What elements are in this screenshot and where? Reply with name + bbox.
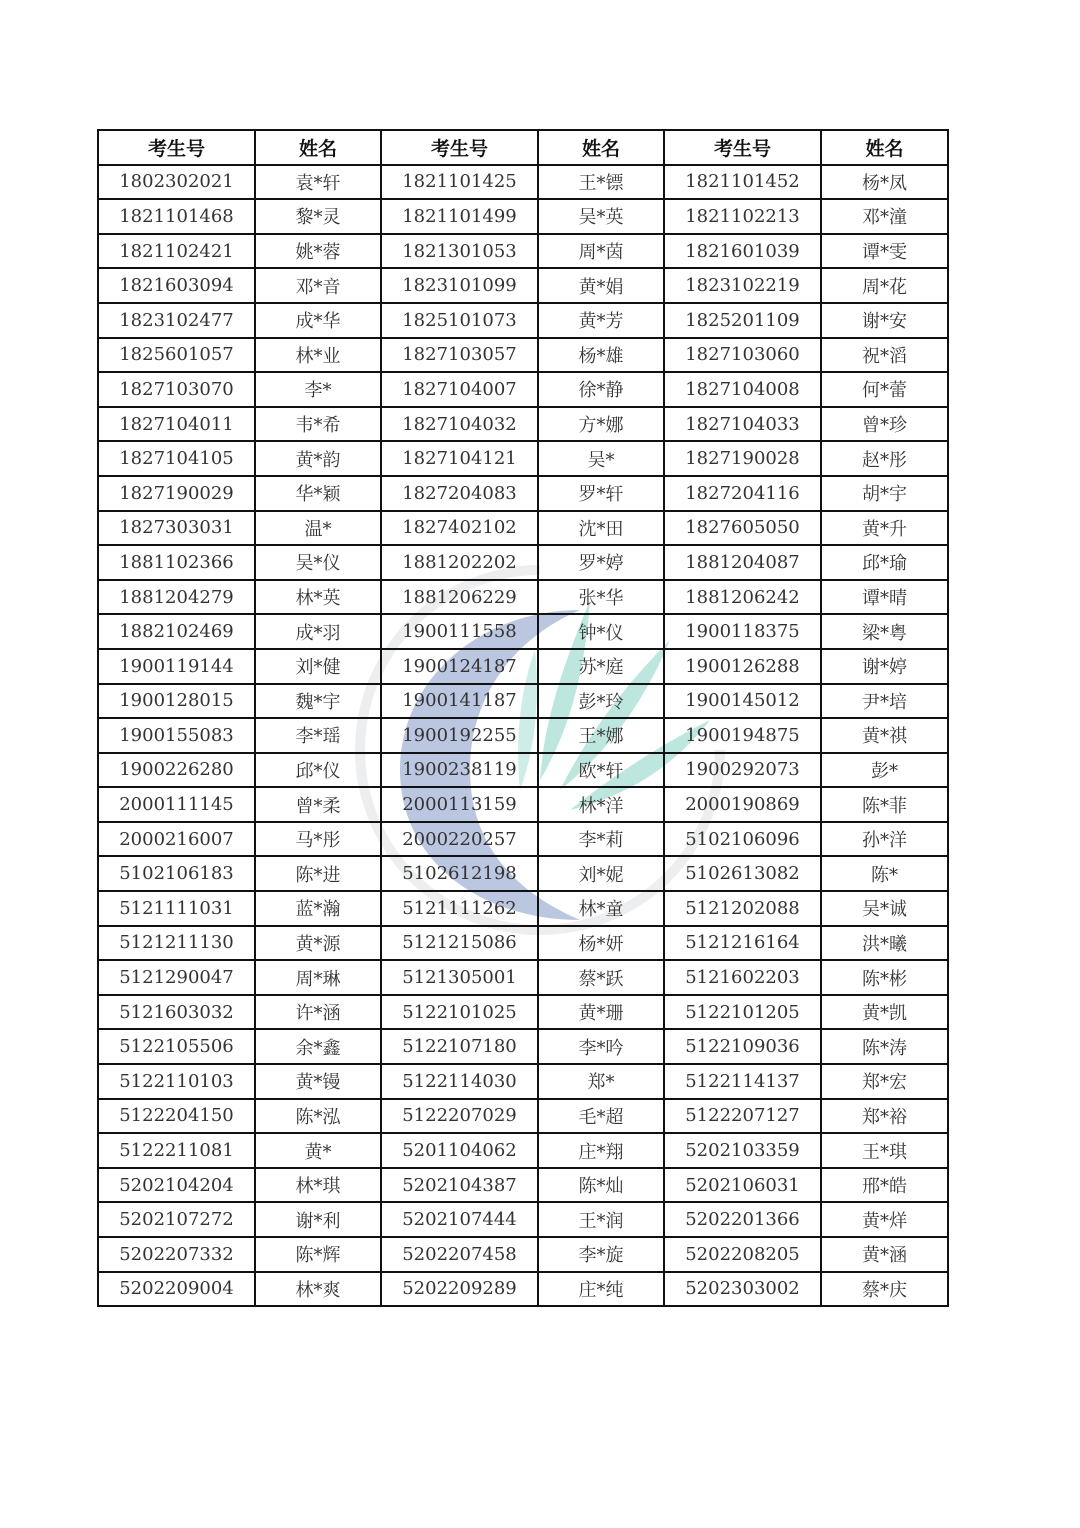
name-cell: 王*娜 [538, 718, 664, 753]
name-cell: 欧*轩 [538, 753, 664, 788]
name-cell: 王*镖 [538, 165, 664, 200]
candidate-number-cell: 1881102366 [98, 545, 255, 580]
table-row [98, 580, 948, 615]
name-cell: 祝*滔 [821, 338, 948, 373]
candidate-number-cell: 1900194875 [664, 718, 821, 753]
name-cell: 赵*彤 [821, 441, 948, 476]
name-cell: 邱*仪 [255, 753, 381, 788]
candidate-number-cell: 5122107180 [381, 1029, 538, 1064]
candidate-number-cell: 1827104033 [664, 407, 821, 442]
candidate-number-cell: 1827104008 [664, 372, 821, 407]
table-row [98, 856, 948, 891]
candidate-number-cell: 1827190029 [98, 476, 255, 511]
candidate-number-cell: 2000111145 [98, 787, 255, 822]
name-cell: 徐*静 [538, 372, 664, 407]
name-cell: 吴* [538, 441, 664, 476]
candidate-number-cell: 1821101425 [381, 165, 538, 200]
table-row [98, 1168, 948, 1203]
candidate-number-cell: 2000190869 [664, 787, 821, 822]
name-cell: 郑*宏 [821, 1064, 948, 1099]
candidate-number-cell: 1881206229 [381, 580, 538, 615]
table-row [98, 1272, 948, 1307]
table-row [98, 1064, 948, 1099]
name-cell: 黄*韵 [255, 441, 381, 476]
name-cell: 王*琪 [821, 1133, 948, 1168]
candidate-number-cell: 5202107272 [98, 1202, 255, 1237]
name-cell: 陈*辉 [255, 1237, 381, 1272]
table-row [98, 476, 948, 511]
candidate-number-cell: 1821601039 [664, 234, 821, 269]
header-candidate-number: 考生号 [664, 130, 821, 165]
name-cell: 李*莉 [538, 822, 664, 857]
candidate-number-cell: 5202106031 [664, 1168, 821, 1203]
table-row [98, 199, 948, 234]
candidate-number-cell: 1821301053 [381, 234, 538, 269]
candidate-number-cell: 1827605050 [664, 511, 821, 546]
table-row [98, 511, 948, 546]
candidate-number-cell: 5202208205 [664, 1237, 821, 1272]
candidate-number-cell: 5202209289 [381, 1272, 538, 1307]
table-row [98, 649, 948, 684]
name-cell: 杨*妍 [538, 926, 664, 961]
candidate-number-cell: 5121215086 [381, 926, 538, 961]
name-cell: 方*娜 [538, 407, 664, 442]
candidate-number-cell: 5121603032 [98, 995, 255, 1030]
name-cell: 何*蕾 [821, 372, 948, 407]
table-row [98, 372, 948, 407]
table-row [98, 753, 948, 788]
candidate-number-cell: 5122105506 [98, 1029, 255, 1064]
candidate-number-cell: 1825601057 [98, 338, 255, 373]
candidate-number-cell: 1900141187 [381, 684, 538, 719]
candidate-number-cell: 1900238119 [381, 753, 538, 788]
candidate-number-cell: 5122109036 [664, 1029, 821, 1064]
name-cell: 吴*诚 [821, 891, 948, 926]
name-cell: 杨*雄 [538, 338, 664, 373]
candidate-number-cell: 5102612198 [381, 856, 538, 891]
candidate-number-cell: 1827104011 [98, 407, 255, 442]
name-cell: 陈* [821, 856, 948, 891]
name-cell: 成*羽 [255, 614, 381, 649]
table-row [98, 926, 948, 961]
name-cell: 罗*婷 [538, 545, 664, 580]
name-cell: 毛*超 [538, 1099, 664, 1134]
admission-roster-table [97, 129, 949, 1307]
candidate-number-cell: 5122110103 [98, 1064, 255, 1099]
table-row [98, 1237, 948, 1272]
name-cell: 蔡*庆 [821, 1272, 948, 1307]
candidate-number-cell: 1881204087 [664, 545, 821, 580]
table-row [98, 268, 948, 303]
candidate-number-cell: 1821101452 [664, 165, 821, 200]
name-cell: 黄*祺 [821, 718, 948, 753]
name-cell: 谢*安 [821, 303, 948, 338]
table-row [98, 995, 948, 1030]
candidate-number-cell: 1900155083 [98, 718, 255, 753]
candidate-number-cell: 1900111558 [381, 614, 538, 649]
candidate-number-cell: 5121602203 [664, 960, 821, 995]
candidate-number-cell: 5122207127 [664, 1099, 821, 1134]
name-cell: 李*瑶 [255, 718, 381, 753]
candidate-number-cell: 1821603094 [98, 268, 255, 303]
table-row [98, 1133, 948, 1168]
name-cell: 吴*仪 [255, 545, 381, 580]
name-cell: 彭*玲 [538, 684, 664, 719]
candidate-number-cell: 1823102477 [98, 303, 255, 338]
table-row [98, 960, 948, 995]
name-cell: 林*爽 [255, 1272, 381, 1307]
name-cell: 余*鑫 [255, 1029, 381, 1064]
table-row [98, 891, 948, 926]
candidate-number-cell: 1821101468 [98, 199, 255, 234]
name-cell: 刘*妮 [538, 856, 664, 891]
candidate-number-cell: 2000113159 [381, 787, 538, 822]
candidate-number-cell: 1827103060 [664, 338, 821, 373]
name-cell: 林*业 [255, 338, 381, 373]
candidate-number-cell: 1881206242 [664, 580, 821, 615]
name-cell: 王*润 [538, 1202, 664, 1237]
candidate-number-cell: 1900119144 [98, 649, 255, 684]
table-row [98, 1099, 948, 1134]
name-cell: 曾*柔 [255, 787, 381, 822]
candidate-number-cell: 1900292073 [664, 753, 821, 788]
candidate-number-cell: 1827303031 [98, 511, 255, 546]
candidate-number-cell: 5121111262 [381, 891, 538, 926]
candidate-number-cell: 1827104121 [381, 441, 538, 476]
candidate-number-cell: 5202104204 [98, 1168, 255, 1203]
name-cell: 陈*泓 [255, 1099, 381, 1134]
name-cell: 林*洋 [538, 787, 664, 822]
candidate-number-cell: 5202207458 [381, 1237, 538, 1272]
candidate-number-cell: 1827103057 [381, 338, 538, 373]
name-cell: 钟*仪 [538, 614, 664, 649]
candidate-number-cell: 1825201109 [664, 303, 821, 338]
candidate-number-cell: 5122207029 [381, 1099, 538, 1134]
candidate-number-cell: 5102106096 [664, 822, 821, 857]
name-cell: 李*吟 [538, 1029, 664, 1064]
table-row [98, 338, 948, 373]
candidate-number-cell: 1827104007 [381, 372, 538, 407]
candidate-number-cell: 5102106183 [98, 856, 255, 891]
name-cell: 林*童 [538, 891, 664, 926]
header-name: 姓名 [538, 130, 664, 165]
name-cell: 谢*利 [255, 1202, 381, 1237]
name-cell: 周*花 [821, 268, 948, 303]
name-cell: 黄*芳 [538, 303, 664, 338]
name-cell: 庄*纯 [538, 1272, 664, 1307]
table-row [98, 1202, 948, 1237]
header-candidate-number: 考生号 [98, 130, 255, 165]
name-cell: 温* [255, 511, 381, 546]
name-cell: 陈*进 [255, 856, 381, 891]
name-cell: 黄*升 [821, 511, 948, 546]
name-cell: 林*英 [255, 580, 381, 615]
name-cell: 谭*雯 [821, 234, 948, 269]
table-row [98, 545, 948, 580]
name-cell: 罗*轩 [538, 476, 664, 511]
header-name: 姓名 [255, 130, 381, 165]
name-cell: 陈*灿 [538, 1168, 664, 1203]
candidate-number-cell: 5121202088 [664, 891, 821, 926]
table-header-row [98, 130, 948, 165]
name-cell: 庄*翔 [538, 1133, 664, 1168]
candidate-number-cell: 1827103070 [98, 372, 255, 407]
table-row [98, 407, 948, 442]
name-cell: 韦*希 [255, 407, 381, 442]
header-candidate-number: 考生号 [381, 130, 538, 165]
candidate-number-cell: 5122211081 [98, 1133, 255, 1168]
table-row [98, 614, 948, 649]
name-cell: 黄*娟 [538, 268, 664, 303]
name-cell: 梁*粤 [821, 614, 948, 649]
name-cell: 郑*裕 [821, 1099, 948, 1134]
table-row [98, 787, 948, 822]
name-cell: 邓*潼 [821, 199, 948, 234]
name-cell: 谭*晴 [821, 580, 948, 615]
table-row [98, 165, 948, 200]
table-body [98, 165, 948, 1307]
name-cell: 张*华 [538, 580, 664, 615]
candidate-number-cell: 1821101499 [381, 199, 538, 234]
name-cell: 郑* [538, 1064, 664, 1099]
candidate-number-cell: 1882102469 [98, 614, 255, 649]
name-cell: 曾*珍 [821, 407, 948, 442]
name-cell: 邓*音 [255, 268, 381, 303]
name-cell: 魏*宇 [255, 684, 381, 719]
table-row [98, 718, 948, 753]
name-cell: 陈*彬 [821, 960, 948, 995]
name-cell: 沈*田 [538, 511, 664, 546]
candidate-number-cell: 5102613082 [664, 856, 821, 891]
candidate-number-cell: 5202207332 [98, 1237, 255, 1272]
header-name: 姓名 [821, 130, 948, 165]
candidate-number-cell: 5202103359 [664, 1133, 821, 1168]
candidate-number-cell: 1827204083 [381, 476, 538, 511]
name-cell: 陈*涛 [821, 1029, 948, 1064]
table-row [98, 441, 948, 476]
candidate-number-cell: 2000216007 [98, 822, 255, 857]
candidate-number-cell: 1900126288 [664, 649, 821, 684]
name-cell: 成*华 [255, 303, 381, 338]
candidate-number-cell: 1900145012 [664, 684, 821, 719]
candidate-number-cell: 5121216164 [664, 926, 821, 961]
candidate-number-cell: 5201104062 [381, 1133, 538, 1168]
name-cell: 谢*婷 [821, 649, 948, 684]
candidate-number-cell: 1802302021 [98, 165, 255, 200]
name-cell: 黄*凯 [821, 995, 948, 1030]
candidate-number-cell: 1900118375 [664, 614, 821, 649]
name-cell: 吴*英 [538, 199, 664, 234]
candidate-number-cell: 1827104032 [381, 407, 538, 442]
candidate-number-cell: 1827204116 [664, 476, 821, 511]
table-row [98, 1029, 948, 1064]
table-row [98, 303, 948, 338]
name-cell: 邢*皓 [821, 1168, 948, 1203]
name-cell: 蓝*瀚 [255, 891, 381, 926]
candidate-number-cell: 1827190028 [664, 441, 821, 476]
candidate-number-cell: 1881204279 [98, 580, 255, 615]
name-cell: 黄*珊 [538, 995, 664, 1030]
name-cell: 邱*瑜 [821, 545, 948, 580]
candidate-number-cell: 5121111031 [98, 891, 255, 926]
name-cell: 刘*健 [255, 649, 381, 684]
candidate-number-cell: 1900192255 [381, 718, 538, 753]
candidate-number-cell: 2000220257 [381, 822, 538, 857]
name-cell: 尹*培 [821, 684, 948, 719]
candidate-number-cell: 5121290047 [98, 960, 255, 995]
candidate-number-cell: 5121211130 [98, 926, 255, 961]
name-cell: 杨*凤 [821, 165, 948, 200]
candidate-number-cell: 1900128015 [98, 684, 255, 719]
candidate-number-cell: 1823102219 [664, 268, 821, 303]
name-cell: 苏*庭 [538, 649, 664, 684]
name-cell: 彭* [821, 753, 948, 788]
name-cell: 陈*菲 [821, 787, 948, 822]
name-cell: 胡*宇 [821, 476, 948, 511]
candidate-number-cell: 1881202202 [381, 545, 538, 580]
candidate-number-cell: 1825101073 [381, 303, 538, 338]
name-cell: 孙*洋 [821, 822, 948, 857]
candidate-number-cell: 5122204150 [98, 1099, 255, 1134]
candidate-number-cell: 5122114030 [381, 1064, 538, 1099]
candidate-number-cell: 5202201366 [664, 1202, 821, 1237]
candidate-number-cell: 1827104105 [98, 441, 255, 476]
candidate-number-cell: 5202209004 [98, 1272, 255, 1307]
name-cell: 马*彤 [255, 822, 381, 857]
candidate-number-cell: 5122101205 [664, 995, 821, 1030]
name-cell: 洪*曦 [821, 926, 948, 961]
candidate-number-cell: 1900124187 [381, 649, 538, 684]
candidate-number-cell: 1821102213 [664, 199, 821, 234]
candidate-number-cell: 1821102421 [98, 234, 255, 269]
name-cell: 华*颖 [255, 476, 381, 511]
name-cell: 黄*烊 [821, 1202, 948, 1237]
name-cell: 袁*轩 [255, 165, 381, 200]
name-cell: 李* [255, 372, 381, 407]
name-cell: 黄* [255, 1133, 381, 1168]
name-cell: 许*涵 [255, 995, 381, 1030]
name-cell: 周*琳 [255, 960, 381, 995]
candidate-number-cell: 5122114137 [664, 1064, 821, 1099]
name-cell: 黄*镘 [255, 1064, 381, 1099]
table-row [98, 822, 948, 857]
candidate-number-cell: 1823101099 [381, 268, 538, 303]
candidate-number-cell: 1900226280 [98, 753, 255, 788]
table-row [98, 684, 948, 719]
name-cell: 李*旋 [538, 1237, 664, 1272]
candidate-number-cell: 5121305001 [381, 960, 538, 995]
table-row [98, 234, 948, 269]
name-cell: 周*茵 [538, 234, 664, 269]
candidate-number-cell: 5202107444 [381, 1202, 538, 1237]
name-cell: 黄*源 [255, 926, 381, 961]
name-cell: 黄*涵 [821, 1237, 948, 1272]
candidate-number-cell: 5202303002 [664, 1272, 821, 1307]
name-cell: 蔡*跃 [538, 960, 664, 995]
candidate-number-cell: 1827402102 [381, 511, 538, 546]
candidate-number-cell: 5202104387 [381, 1168, 538, 1203]
candidate-number-cell: 5122101025 [381, 995, 538, 1030]
name-cell: 姚*蓉 [255, 234, 381, 269]
name-cell: 黎*灵 [255, 199, 381, 234]
name-cell: 林*琪 [255, 1168, 381, 1203]
